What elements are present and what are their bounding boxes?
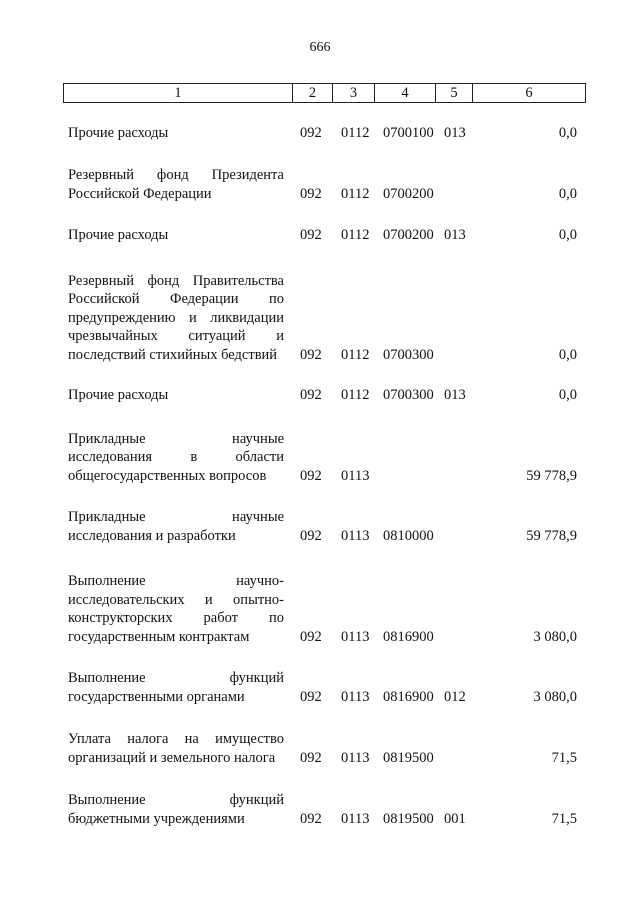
row-name-line: Уплата налога на имущество <box>68 731 284 747</box>
row-cell-c2: 092 <box>300 226 322 243</box>
table-row <box>0 386 640 405</box>
row-name-line: чрезвычайных ситуаций и <box>68 328 284 344</box>
row-cell-c5: 013 <box>444 386 466 403</box>
page-number: 666 <box>309 40 331 55</box>
table-row <box>0 166 640 203</box>
table-row <box>0 791 640 828</box>
row-cell-c4: 0700200 <box>383 226 434 243</box>
row-cell-c2: 092 <box>300 810 322 827</box>
row-name <box>68 226 284 245</box>
row-cell-c4: 0819500 <box>383 810 434 827</box>
row-name-line: Российской Федерации <box>68 185 212 202</box>
row-cell-c3: 0113 <box>341 628 370 645</box>
row-name-line: Прочие расходы <box>68 226 169 243</box>
column-header-5: 5 <box>436 84 473 103</box>
row-cell-c4: 0810000 <box>383 527 434 544</box>
row-name-line: организаций и земельного налога <box>68 749 276 766</box>
row-cell-c3: 0112 <box>341 185 370 202</box>
column-header-row <box>64 84 586 103</box>
row-name <box>68 272 284 365</box>
row-cell-c5: 012 <box>444 688 466 705</box>
row-cell-c2: 092 <box>300 124 322 141</box>
row-name-line: Прочие расходы <box>68 386 169 403</box>
row-cell-c6: 3 080,0 <box>533 688 577 705</box>
row-cell-c3: 0113 <box>341 688 370 705</box>
row-name <box>68 669 284 706</box>
row-name-line: исследовательских и опытно- <box>68 591 284 608</box>
row-cell-c5: 013 <box>444 124 466 141</box>
row-cell-c4: 0700300 <box>383 386 434 403</box>
row-name-line: Прикладные научные <box>68 430 284 447</box>
row-name <box>68 508 284 545</box>
column-header-1: 1 <box>64 84 293 103</box>
row-cell-c5: 013 <box>444 226 466 243</box>
row-cell-c4: 0700300 <box>383 346 434 363</box>
row-cell-c6: 0,0 <box>558 346 577 363</box>
column-header-6: 6 <box>473 84 586 103</box>
table-row <box>0 272 640 365</box>
row-name-line: последствий стихийных бедствий <box>68 346 278 363</box>
row-name <box>68 791 284 828</box>
table-row <box>0 669 640 706</box>
row-cell-c3: 0113 <box>341 527 370 544</box>
row-cell-c2: 092 <box>300 386 322 403</box>
row-cell-c3: 0113 <box>341 749 370 766</box>
table-row <box>0 430 640 486</box>
row-cell-c6: 71,5 <box>551 749 577 766</box>
row-name-line: Прочие расходы <box>68 124 169 141</box>
row-cell-c6: 59 778,9 <box>526 527 577 544</box>
row-cell-c2: 092 <box>300 185 322 202</box>
row-cell-c4: 0819500 <box>383 749 434 766</box>
table-row <box>0 124 640 143</box>
row-cell-c2: 092 <box>300 467 322 484</box>
row-name-line: Резервный фонд Президента <box>68 167 284 183</box>
row-name-line: Выполнение функций <box>68 792 284 808</box>
row-name <box>68 166 284 203</box>
table-row <box>0 226 640 245</box>
row-name-line: Российской Федерации по <box>68 291 284 307</box>
row-cell-c2: 092 <box>300 628 322 645</box>
row-cell-c3: 0112 <box>341 346 370 363</box>
row-cell-c3: 0112 <box>341 124 370 141</box>
row-name-line: Резервный фонд Правительства <box>68 272 284 289</box>
row-name <box>68 430 284 486</box>
table-row <box>0 572 640 646</box>
row-cell-c2: 092 <box>300 346 322 363</box>
row-cell-c6: 0,0 <box>558 386 577 403</box>
row-name-line: бюджетными учреждениями <box>68 810 245 827</box>
row-name-line: конструкторских работ по <box>68 610 284 626</box>
row-cell-c4: 0816900 <box>383 628 434 645</box>
row-cell-c3: 0113 <box>341 810 370 827</box>
row-cell-c4: 0700200 <box>383 185 434 202</box>
column-header-4: 4 <box>375 84 436 103</box>
row-cell-c2: 092 <box>300 527 322 544</box>
row-name <box>68 124 284 143</box>
column-header-table <box>63 83 586 103</box>
row-cell-c6: 0,0 <box>558 226 577 243</box>
row-cell-c4: 0816900 <box>383 688 434 705</box>
row-cell-c2: 092 <box>300 749 322 766</box>
row-name <box>68 730 284 767</box>
row-cell-c4: 0700100 <box>383 124 434 141</box>
row-cell-c3: 0113 <box>341 467 370 484</box>
row-cell-c6: 3 080,0 <box>533 628 577 645</box>
row-cell-c5: 001 <box>444 810 466 827</box>
row-name-line: государственным контрактам <box>68 628 250 645</box>
row-cell-c3: 0112 <box>341 386 370 403</box>
row-name <box>68 386 284 405</box>
column-header-2: 2 <box>293 84 333 103</box>
row-name-line: Выполнение функций <box>68 670 284 686</box>
row-cell-c2: 092 <box>300 688 322 705</box>
column-header-3: 3 <box>333 84 375 103</box>
row-name-line: Выполнение научно- <box>68 573 284 589</box>
row-name-line: государственными органами <box>68 688 245 705</box>
row-cell-c6: 59 778,9 <box>526 467 577 484</box>
table-row <box>0 730 640 767</box>
row-name-line: предупреждению и ликвидации <box>68 309 284 326</box>
row-cell-c6: 71,5 <box>551 810 577 827</box>
row-name <box>68 572 284 646</box>
row-cell-c3: 0112 <box>341 226 370 243</box>
row-name-line: общегосударственных вопросов <box>68 467 267 484</box>
row-cell-c6: 0,0 <box>558 124 577 141</box>
row-name-line: исследования в области <box>68 449 284 465</box>
row-name-line: Прикладные научные <box>68 509 284 525</box>
row-name-line: исследования и разработки <box>68 527 236 544</box>
table-row <box>0 508 640 545</box>
row-cell-c6: 0,0 <box>558 185 577 202</box>
